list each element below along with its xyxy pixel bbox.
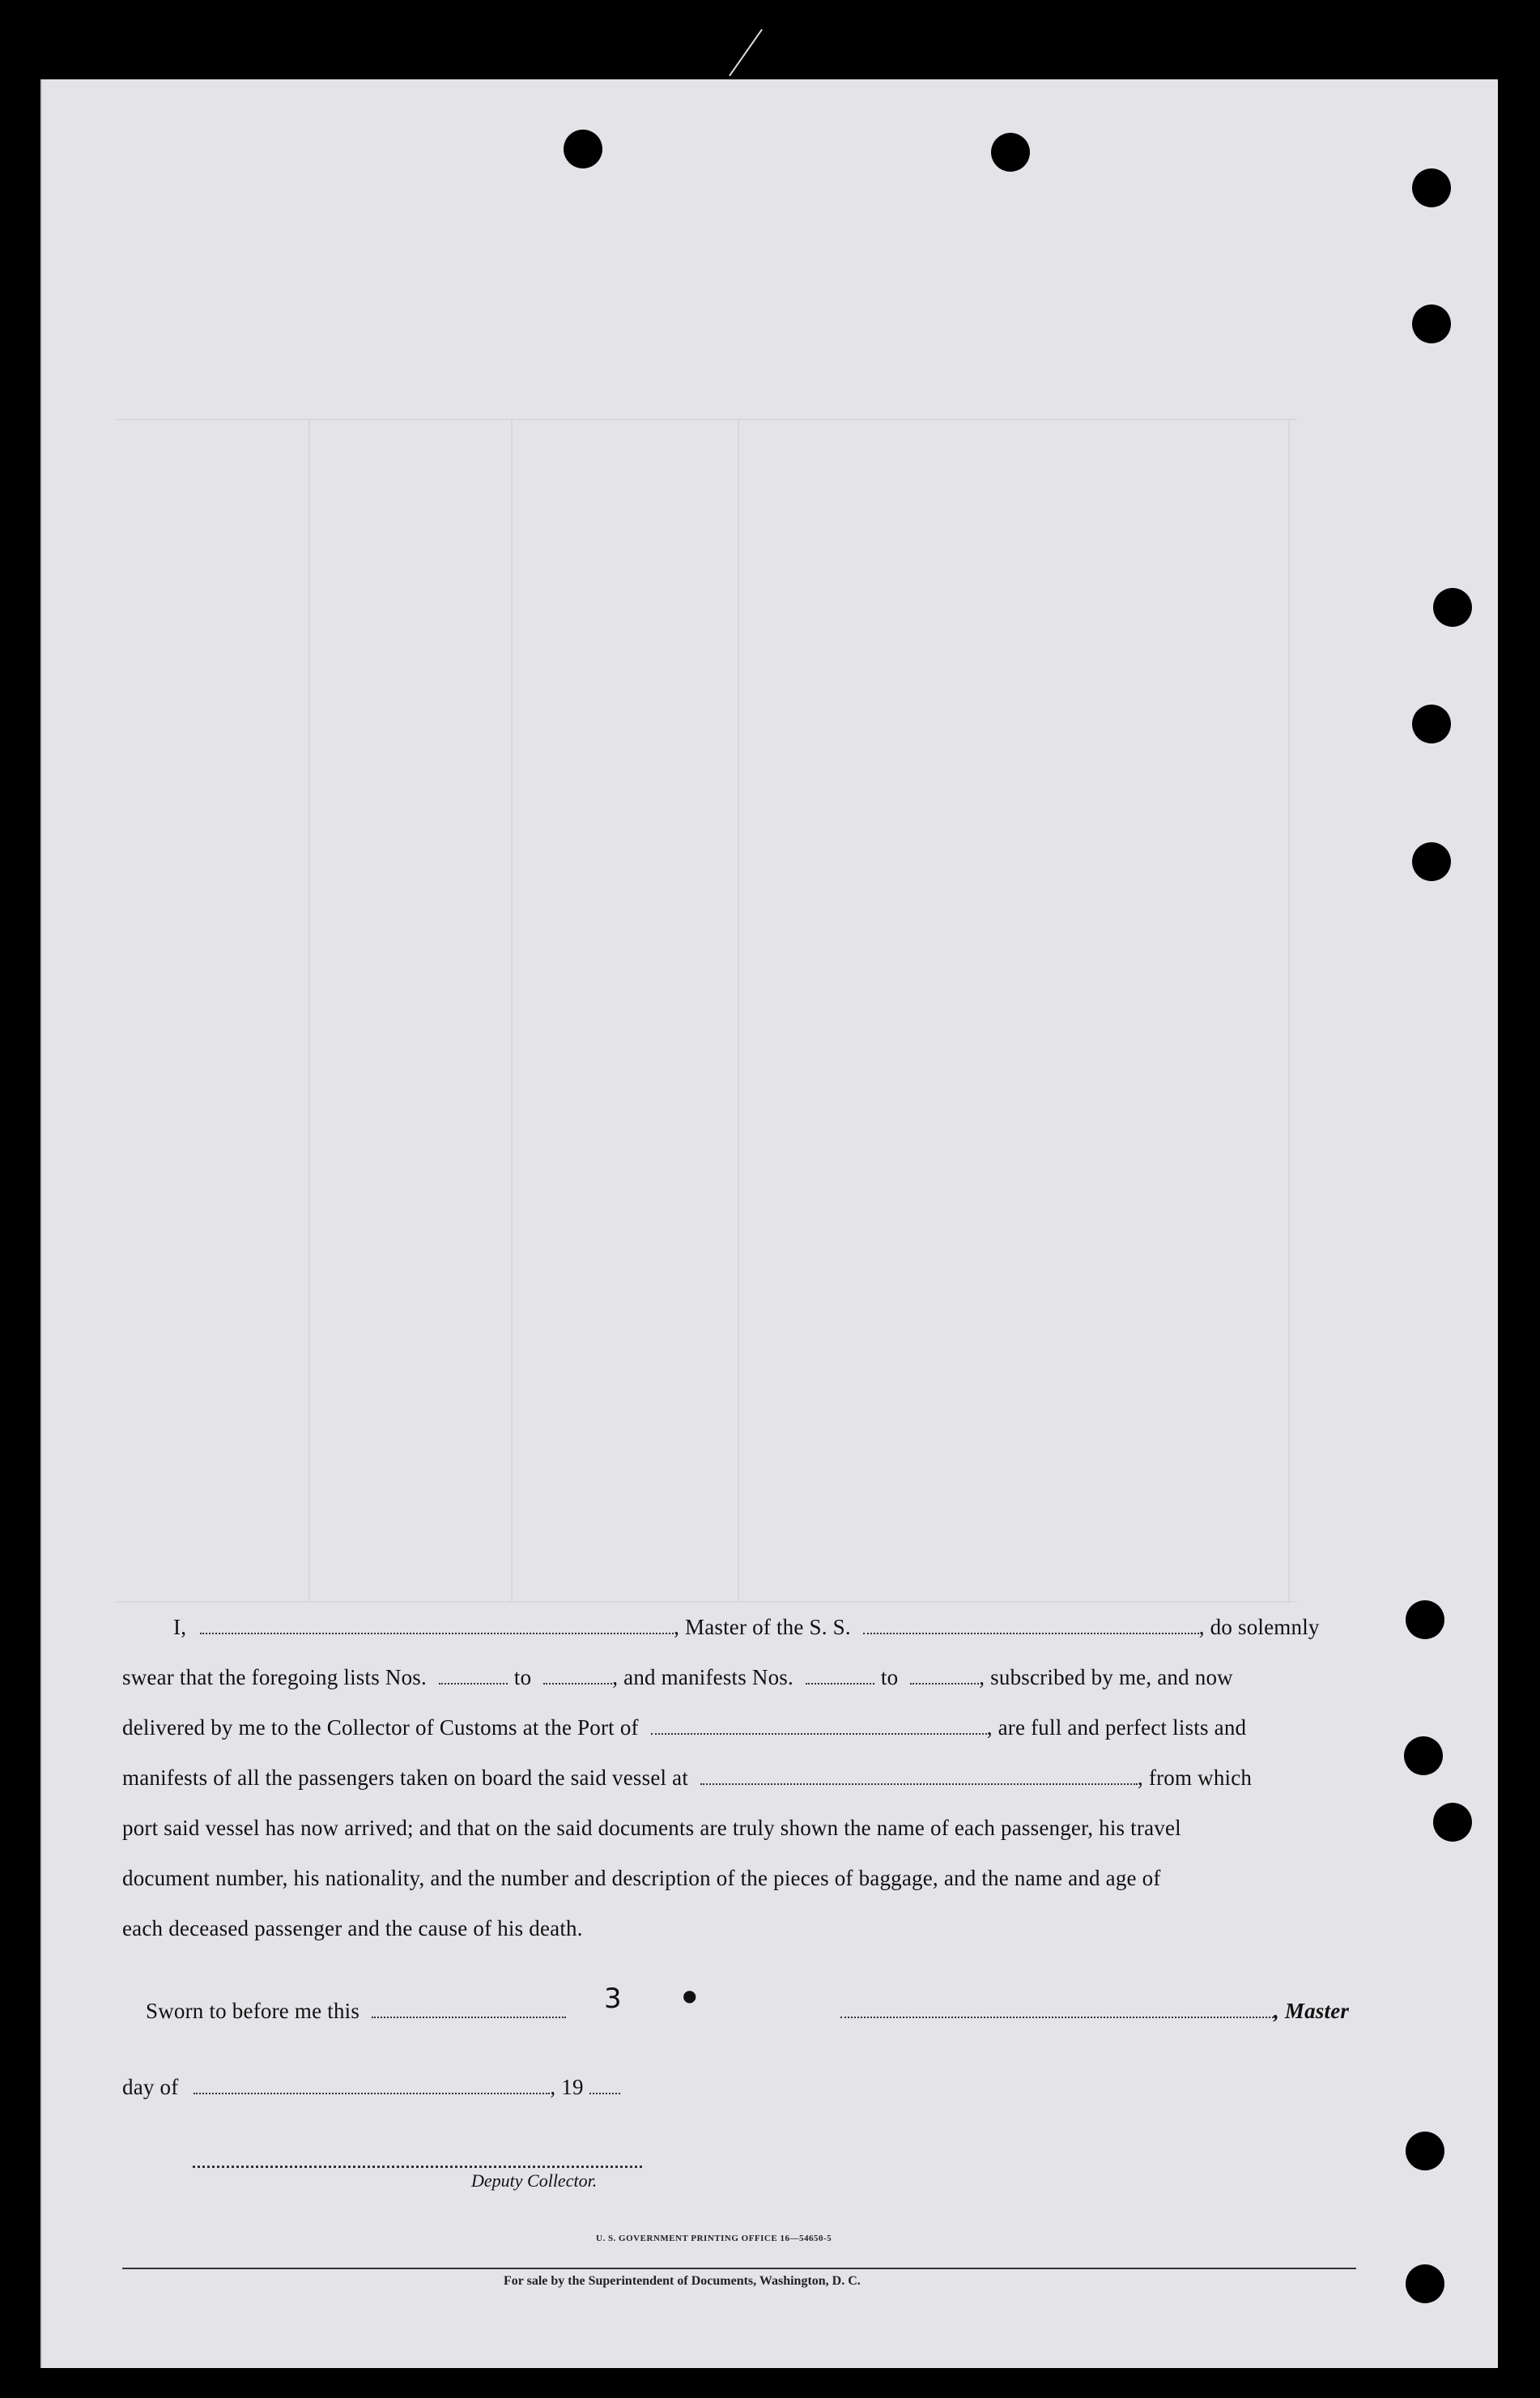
oath-line-2 (122, 1665, 1233, 1690)
handwritten-day-number: 3 (604, 1983, 622, 2015)
year-blank (589, 2075, 620, 2094)
month-blank (194, 2075, 550, 2094)
oath-text: delivered by me to the Collector of Customs at the Port of (122, 1715, 639, 1740)
embark-port-blank (700, 1765, 1138, 1785)
deputy-collector-signature-line (193, 2166, 642, 2168)
name-blank (200, 1615, 674, 1634)
bleed-through-lines (42, 79, 1498, 2368)
oath-text: , do solemnly (1198, 1615, 1320, 1639)
gpo-imprint: U. S. GOVERNMENT PRINTING OFFICE 16—54650-5 (596, 2234, 832, 2243)
oath-text: , from which (1138, 1765, 1253, 1790)
deputy-collector-label: Deputy Collector. (471, 2170, 598, 2191)
sworn-line (146, 1999, 566, 2024)
manifest-page (40, 79, 1498, 2368)
footer-rule (122, 2268, 1356, 2269)
oath-text: to (880, 1665, 899, 1689)
sale-notice: For sale by the Superintendent of Documents, Washington, D. C. (504, 2274, 861, 2288)
oath-line-7: each deceased passenger and the cause of his death. (122, 1916, 583, 1940)
master-signature-blank (840, 1999, 1274, 2018)
vessel-blank (863, 1615, 1199, 1634)
punch-hole (1406, 2264, 1444, 2303)
punch-hole (1433, 1803, 1472, 1842)
punch-hole (1412, 168, 1451, 207)
list-to-blank (543, 1665, 612, 1685)
manifest-to-blank (910, 1665, 979, 1685)
oath-text: , and manifests Nos. (612, 1665, 793, 1689)
oath-line-3 (122, 1715, 1246, 1740)
punch-hole (1406, 1600, 1444, 1639)
paper-scratch-mark (729, 29, 763, 76)
oath-text: to (513, 1665, 532, 1689)
punch-hole (564, 130, 602, 168)
punch-hole (1412, 305, 1451, 343)
oath-text: , are full and perfect lists and (986, 1715, 1247, 1740)
punch-hole (1412, 705, 1451, 743)
day-label: day of (122, 2075, 179, 2099)
port-blank (651, 1715, 987, 1735)
oath-text: manifests of all the passengers taken on board the said vessel at (122, 1765, 689, 1790)
oath-text: swear that the foregoing lists Nos. (122, 1665, 427, 1689)
punch-hole (1406, 2132, 1444, 2170)
punch-hole (1412, 842, 1451, 881)
oath-line-5: port said vessel has now arrived; and that on the said documents are truly shown the name of each passenger, his travel (122, 1816, 1181, 1840)
year-label: , 19 (550, 2075, 584, 2099)
oath-line-1 (173, 1615, 1320, 1640)
sworn-date-blank (372, 1999, 566, 2018)
oath-text: , subscribed by me, and now (979, 1665, 1233, 1689)
punch-hole (1404, 1736, 1443, 1775)
day-line (122, 2075, 620, 2100)
oath-text: , Master of the S. S. (674, 1615, 851, 1639)
oath-text: I, (173, 1615, 187, 1639)
list-from-blank (439, 1665, 508, 1685)
oath-line-6: document number, his nationality, and the number and description of the pieces of baggage, and the name and age of (122, 1866, 1161, 1890)
bleed-through-texture (42, 79, 1498, 2368)
sworn-label: Sworn to before me this (146, 1999, 360, 2023)
master-signature-line (840, 1999, 1349, 2024)
punch-hole (1433, 588, 1472, 627)
handwritten-mark: ● (683, 1986, 697, 2005)
punch-hole (991, 133, 1030, 172)
master-label: , Master (1274, 1999, 1350, 2023)
oath-line-4 (122, 1765, 1252, 1791)
manifest-from-blank (806, 1665, 874, 1685)
